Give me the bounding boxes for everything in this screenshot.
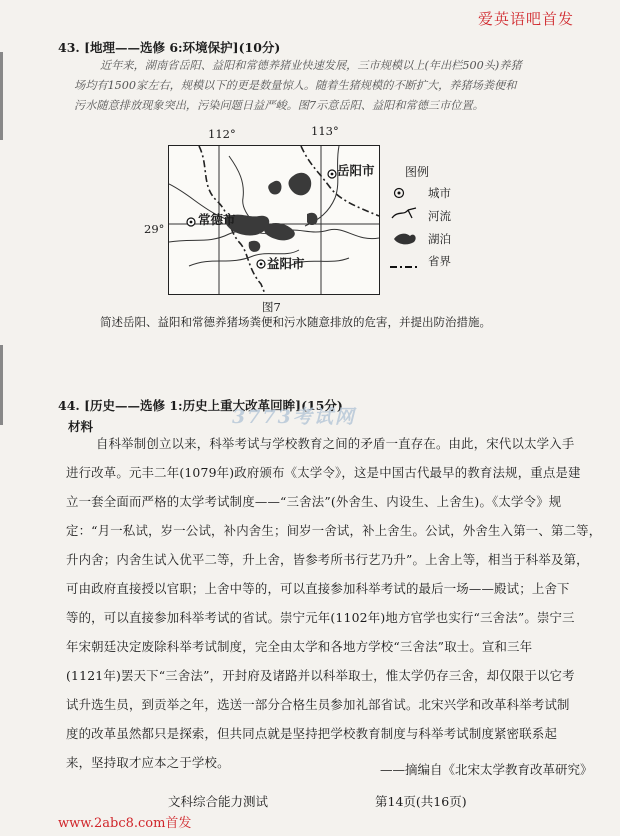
material-line: 自科举制创立以来，科举考试与学校教育之间的矛盾一直存在。由此，宋代以太学入手 bbox=[96, 436, 575, 451]
lake-legend-icon bbox=[392, 230, 418, 250]
material-line: (1121年)罢天下“三舍法”，开封府及诸路并以科举取士，惟太学仍存三舍，却仅限于以它考 bbox=[66, 668, 575, 683]
river-legend-icon bbox=[390, 206, 418, 226]
q44-title: 44. [历史——选修 1:历史上重大改革回眸](15分) bbox=[58, 398, 343, 413]
material-line: 试升选生员，到贡举之年，选送一部分合格生员参加礼部省试。北宋兴学和改革科举考试制 bbox=[66, 697, 570, 712]
city-label-changde: 常德市 bbox=[198, 212, 236, 227]
site-brand: 爱英语吧首发 bbox=[477, 10, 574, 28]
legend-label: 城市 bbox=[428, 186, 451, 200]
site-url: www.2abc8.com首发 bbox=[58, 816, 192, 831]
material-line: 进行改革。元丰二年(1079年)政府颁布《太学令》，这是中国古代最早的教育法规，重点是建 bbox=[66, 465, 581, 480]
figure-7-map bbox=[168, 145, 380, 295]
material-line: 来，坚持取才应本之于学校。 bbox=[66, 755, 230, 770]
legend-label: 省界 bbox=[428, 254, 451, 268]
lake bbox=[264, 223, 295, 240]
lake bbox=[249, 241, 261, 252]
lake bbox=[289, 173, 312, 196]
city-label-yueyang: 岳阳市 bbox=[337, 163, 375, 178]
q43-question: 简述岳阳、益阳和常德养猪场粪便和污水随意排放的危害，并提出防治措施。 bbox=[100, 315, 491, 329]
city-legend-icon bbox=[392, 185, 406, 204]
watermark: 3773考试网 bbox=[232, 406, 356, 428]
q43-body-line: 场均有1500家左右，规模以下的更是数量惊人。随着生猪规模的不断扩大，养猪场粪便和 bbox=[74, 79, 517, 92]
map-lat-label: 29° bbox=[144, 222, 165, 236]
legend-title: 图例 bbox=[405, 165, 430, 179]
material-line: 等的，可以直接参加科举考试的省试。崇宁元年(1102年)地方官学也实行“三舍法”。崇宁三 bbox=[66, 610, 575, 625]
margin-mark bbox=[0, 52, 3, 140]
boundary-legend-icon bbox=[390, 256, 420, 275]
material-line: 升内舍；内舍生试入优平二等，升上舍，皆参考所书行艺乃升”。上舍上等，相当于科举及第， bbox=[66, 552, 589, 567]
material-label: 材料 bbox=[68, 419, 94, 434]
margin-mark bbox=[0, 345, 3, 425]
exam-name: 文科综合能力测试 bbox=[168, 794, 269, 809]
material-line: 定：“月一私试，岁一公试，补内舍生；间岁一舍试，补上舍生。公试，外舍生入第一、第二等， bbox=[66, 523, 602, 538]
map-lon-label: 112° bbox=[208, 127, 236, 141]
source-citation: ——摘编自《北宋太学教育改革研究》 bbox=[380, 762, 593, 777]
material-line: 度的改革虽然都只是探索，但共同点就是坚持把学校教育制度与科举考试制度紧密联系起 bbox=[66, 726, 558, 741]
page-number: 第14页(共16页) bbox=[375, 794, 467, 809]
lake bbox=[307, 213, 318, 225]
material-line: 年宋朝廷决定废除科举考试制度，完全由太学和各地方学校“三舍法”取士。宣和三年 bbox=[66, 639, 533, 654]
legend-label: 河流 bbox=[428, 209, 451, 223]
material-line: 立一套全面而严格的太学考试制度——“三舍法”(外舍生、内设生、上舍生)。《太学令》规 bbox=[66, 494, 562, 509]
material-line: 可由政府直接授以官职；上舍中等的，可以直接参加科举考试的最后一场——殿试；上舍下 bbox=[66, 581, 570, 596]
river bbox=[169, 231, 279, 242]
map-lon-label: 113° bbox=[311, 124, 339, 138]
province-boundary bbox=[301, 146, 379, 216]
figure-caption: 图7 bbox=[262, 300, 281, 314]
city-label-yiyang: 益阳市 bbox=[267, 256, 305, 271]
q43-body-line: 污水随意排放现象突出，污染问题日益严峻。图7示意岳阳、益阳和常德三市位置。 bbox=[74, 99, 484, 112]
legend-label: 湖泊 bbox=[428, 232, 451, 246]
q43-title: 43. [地理——选修 6:环境保护](10分) bbox=[58, 40, 281, 55]
lake bbox=[268, 181, 281, 195]
q43-body-line: 近年来，湖南省岳阳、益阳和常德养猪业快速发展，三市规模以上(年出栏500头)养猪 bbox=[100, 59, 522, 72]
